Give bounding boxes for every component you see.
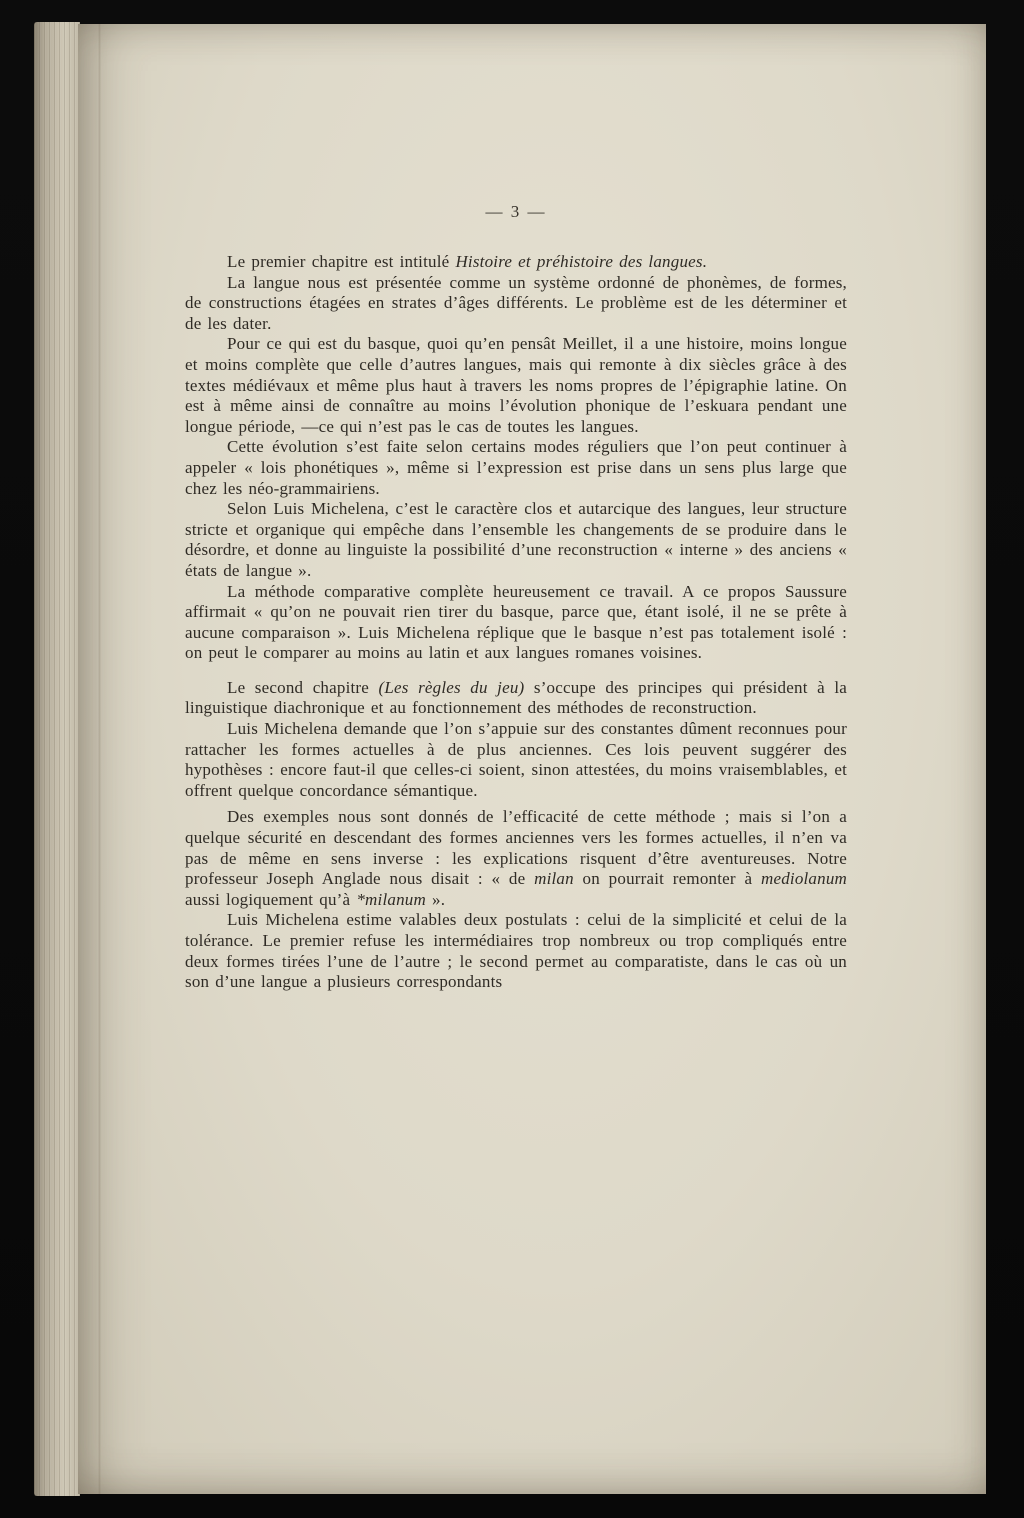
text-run: Luis Michelena demande que l’on s’appuie sur des constantes dûment reconnues pour rattacher les formes actuelles à de plus anciennes. Ces lois peuvent suggérer des hypothèses : encore faut-il que celles-ci soient, sinon attestées, du moins vraisemblables, et offrent quelque concordance sémantique. (185, 719, 847, 800)
paragraph (185, 582, 847, 664)
text-run: Cette évolution s’est faite selon certains modes réguliers que l’on peut continuer à appeler « lois phonétiques », même si l’expression est prise dans un sens plus large que chez les néo-grammairiens. (185, 437, 847, 498)
paragraph (185, 334, 847, 437)
text-run: ». (425, 889, 446, 909)
text-run: s’occupe des principes qui président à la linguistique diachronique et au fonctionnement des méthodes de reconstruction. (185, 677, 847, 718)
text-run: La méthode comparative complète heureusement ce travail. A ce propos Saussure affirmait « qu’on ne pouvait rien tirer du basque, parce que, étant isolé, il ne se prête à aucune comparaison ». Luis Michelena réplique que le basque n’est pas totalement isolé : on peut le comparer au moins au latin et aux langues romanes voisines. (185, 581, 847, 663)
book-page-edges (34, 22, 80, 1496)
page-text (185, 252, 847, 993)
italic-text-run: mediolanum (760, 869, 848, 889)
text-run: Le premier chapitre est intitulé (227, 252, 456, 271)
paragraph (185, 910, 847, 992)
text-run: aussi logiquement qu’à (185, 889, 357, 909)
page-gutter-crease (98, 24, 101, 1494)
text-run: La langue nous est présentée comme un système ordonné de phonèmes, de formes, de constructions étagées en strates d’âges différents. Le problème est de les déterminer et de les dater. (185, 272, 847, 333)
text-run: Selon Luis Michelena, c’est le caractère clos et autarcique des langues, leur structure stricte et organique qui empêche dans l’ensemble les changements de se produire dans le désordre, et donne au linguiste la possibilité d’une reconstruction « interne » des anciens « états de langue ». (185, 499, 847, 580)
paragraph (185, 499, 847, 581)
text-run: on pourrait remonter à (573, 869, 761, 889)
text-run: Pour ce qui est du basque, quoi qu’en pensât Meillet, il a une histoire, moins longue et moins complète que celle d’autres langues, mais qui remonte à dix siècles grâce à des textes médiévaux et même plus haut à travers les noms propres de l’épigraphie latine. On est à même ainsi de connaître au moins l’évolution phonique de l’eskuara pendant une longue période, —ce qui n’est pas le cas de toutes les langues. (185, 334, 847, 436)
paragraph (185, 273, 847, 335)
paragraph (185, 807, 847, 910)
page-number: — 3 — (485, 202, 547, 221)
paragraph (185, 252, 847, 273)
paragraph (185, 719, 847, 801)
italic-text-run: milan (534, 869, 574, 889)
italic-text-run: *milanum (356, 889, 426, 909)
document-page (78, 24, 986, 1494)
text-run: Luis Michelena estime valables deux postulats : celui de la simplicité et celui de la tolérance. Le premier refuse les intermédiaires trop nombreux ou trop compliqués entre deux formes tirées l’une de l’autre ; le second permet au comparatiste, dans le cas où un son d’une langue a plusieurs correspondants (185, 910, 847, 992)
text-run: Le second chapitre (227, 677, 379, 697)
italic-text-run: (Les règles du jeu) (378, 677, 525, 697)
italic-text-run: Histoire et préhistoire des langues. (455, 252, 708, 271)
paragraph (185, 437, 847, 499)
text-run: Des exemples nous sont donnés de l’efficacité de cette méthode ; mais si l’on a quelque sécurité en descendant des formes anciennes vers les formes actuelles, il n’en va pas de même en sens inverse : les explications risquent d’être aventureuses. Notre professeur Joseph Anglade nous disait : « de (185, 807, 847, 889)
paragraph (185, 678, 847, 719)
